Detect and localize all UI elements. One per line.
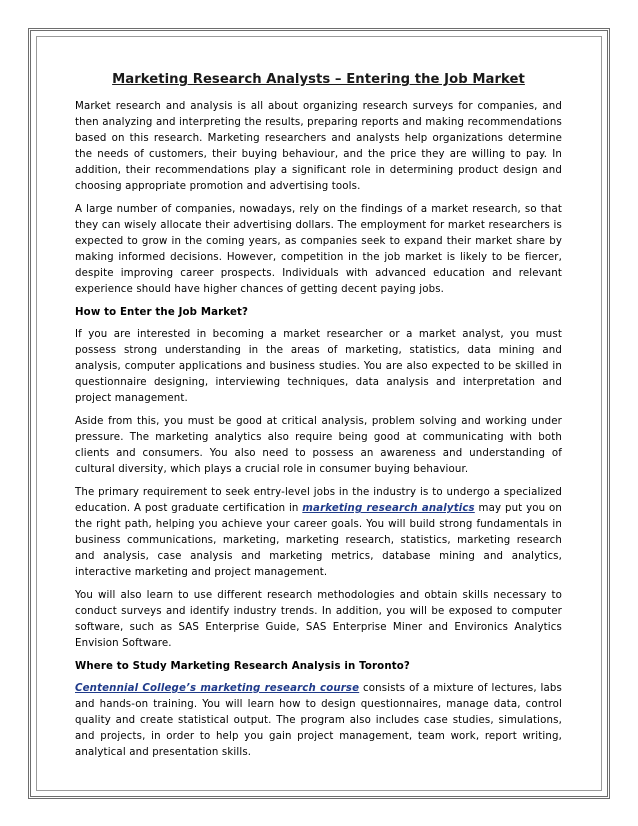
paragraph-skills: If you are interested in becoming a market researcher or a market analyst, you must possess strong understanding in the areas of marketing, statistics, data mining and analysis, computer applications and business studies. You are also expected to be skilled in questionnaire designing, interviewing techniques, data analysis and interpretation and project management. bbox=[75, 329, 562, 404]
paragraph-software: You will also learn to use different research methodologies and obtain skills necessary to conduct surveys and identify industry trends. In addition, you will be exposed to computer software, such as SAS Enterprise Guide, SAS Enterprise Miner and Environics Analytics Envision Software. bbox=[75, 590, 562, 649]
heading-where-to-study: Where to Study Marketing Research Analysis in Toronto? bbox=[75, 661, 410, 672]
centennial-course-link[interactable]: Centennial College’s marketing research course bbox=[75, 683, 360, 694]
document-title: Marketing Research Analysts – Entering the Job Market bbox=[112, 72, 525, 87]
paragraph-critical-analysis: Aside from this, you must be good at critical analysis, problem solving and working under pressure. The marketing analytics also require being good at communicating with both clients and consumers. You also need to possess an awareness and understanding of cultural diversity, which plays a crucial role in consumer buying behaviour. bbox=[75, 416, 562, 475]
paragraph-companies: A large number of companies, nowadays, rely on the findings of a market research, so that they can wisely allocate their advertising dollars. The employment for market researchers is expected to grow in the coming years, as companies seek to expand their market share by making informed decisions. However, competition in the job market is likely to be fiercer, despite improving career prospects. Individuals with advanced education and relevant experience should have higher chances of getting decent paying jobs. bbox=[75, 204, 562, 295]
education-text-pre: The primary requirement to seek entry-level jobs in the industry is to undergo a specialized education. A post graduate certification in bbox=[75, 487, 562, 514]
heading-enter-job-market: How to Enter the Job Market? bbox=[75, 307, 249, 318]
paragraph-education bbox=[75, 485, 562, 581]
document-body bbox=[75, 72, 562, 768]
marketing-research-analytics-link[interactable]: marketing research analytics bbox=[302, 503, 475, 514]
centennial-text: consists of a mixture of lectures, labs and hands-on training. You will learn how to design questionnaires, manage data, control quality and create statistical output. The program also includes case studies, simulations, and projects, in order to help you gain project management, team work, report writing, analytical and presentation skills. bbox=[75, 683, 562, 758]
paragraph-intro: Market research and analysis is all about organizing research surveys for companies, and then analyzing and interpreting the results, preparing reports and making recommendations based on this research. Marketing researchers and analysts help organizations determine the needs of customers, their buying behaviour, and the price they are willing to pay. In addition, their recommendations play a significant role in determining product design and choosing appropriate promotion and advertising tools. bbox=[75, 101, 562, 192]
paragraph-centennial bbox=[75, 681, 562, 761]
education-text-post: may put you on the right path, helping you achieve your career goals. You will build strong fundamentals in business communications, marketing, marketing research, statistics, marketing research and analysis, case analysis and marketing metrics, database mining and analytics, interactive marketing and project management. bbox=[75, 503, 562, 578]
